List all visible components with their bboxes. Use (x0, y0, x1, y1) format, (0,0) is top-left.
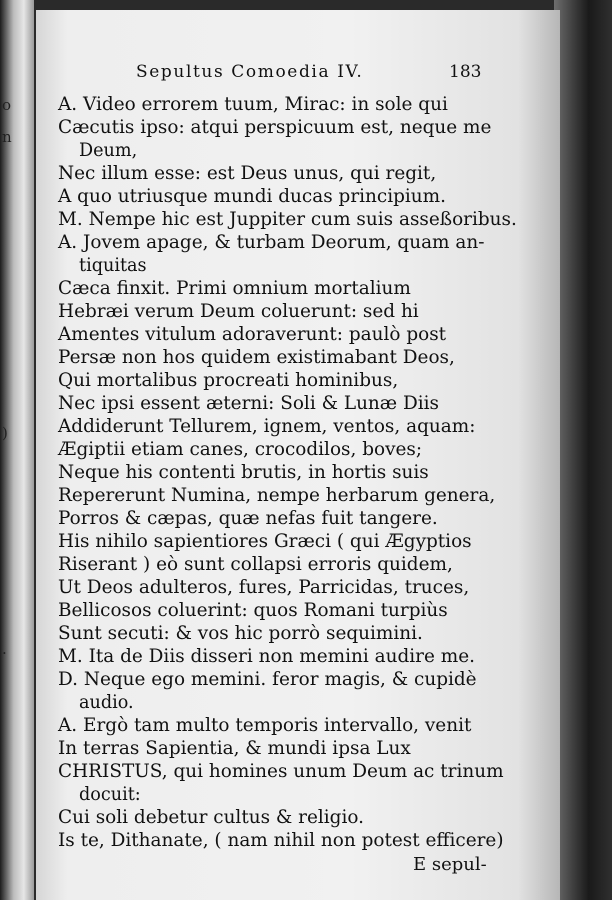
verse-line: M. Nempe hic est Juppiter cum suis asseßoribus. (58, 209, 517, 230)
verse-line: Ægiptii etiam canes, crocodilos, boves; (58, 439, 423, 460)
verse-line: audio. (79, 692, 134, 713)
margin-mark: n (2, 128, 12, 146)
verse-line: Neque his contenti brutis, in hortis suis (58, 462, 429, 483)
verse-line: Addiderunt Tellurem, ignem, ventos, aquam: (58, 416, 476, 437)
page-number: 183 (449, 62, 482, 82)
verse-line: M. Ita de Diis disseri non memini audire me. (58, 646, 475, 667)
verse-line: Riserant ) eò sunt collapsi erroris quidem, (58, 554, 453, 575)
verse-line: Nec illum esse: est Deus unus, qui regit, (58, 163, 437, 184)
running-head-title: Sepultus Comoedia IV. (136, 62, 364, 82)
verse-line: A. Jovem apage, & turbam Deorum, quam an- (58, 232, 485, 253)
verse-line: D. Neque ego memini. feror magis, & cupidè (58, 669, 477, 690)
verse-line: Cæcutis ipso: atqui perspicuum est, neque me (58, 117, 492, 138)
adjacent-page-edge (0, 0, 34, 900)
margin-mark: . (2, 640, 7, 658)
verse-line: Porros & cæpas, quæ nefas fuit tangere. (58, 508, 438, 529)
verse-line: Cui soli debetur cultus & religio. (58, 807, 364, 828)
verse-line: Amentes vitulum adoraverunt: paulò post (58, 324, 447, 345)
verse-line: CHRISTUS, qui homines unum Deum ac trinum (58, 761, 504, 782)
verse-line: tiquitas (79, 255, 147, 276)
verse-line: Deum, (79, 140, 138, 161)
book-fore-edge (554, 0, 612, 900)
verse-line: A. Ergò tam multo temporis intervallo, venit (58, 715, 472, 736)
verse-line: Persæ non hos quidem existimabant Deos, (58, 347, 455, 368)
verse-line: Repererunt Numina, nempe herbarum genera, (58, 485, 496, 506)
verse-line: Nec ipsi essent æterni: Soli & Lunæ Diis (58, 393, 440, 414)
verse-line: Ut Deos adulteros, fures, Parricidas, truces, (58, 577, 470, 598)
book-page (36, 10, 560, 900)
verse-line: Hebræi verum Deum coluerunt: sed hi (58, 301, 419, 322)
catchword: E sepul- (413, 854, 487, 875)
verse-line: A. Video errorem tuum, Mirac: in sole qui (58, 94, 448, 115)
verse-line: Sunt secuti: & vos hic porrò sequimini. (58, 623, 423, 644)
verse-line: Qui mortalibus procreati hominibus, (58, 370, 399, 391)
margin-mark: o (2, 96, 12, 114)
verse-line: A quo utriusque mundi ducas principium. (58, 186, 447, 207)
verse-line: Is te, Dithanate, ( nam nihil non potest efficere) (58, 830, 504, 851)
verse-line: docuit: (79, 784, 141, 805)
verse-line: In terras Sapientia, & mundi ipsa Lux (58, 738, 411, 759)
verse-line: Cæca finxit. Primi omnium mortalium (58, 278, 411, 299)
verse-line: His nihilo sapientiores Græci ( qui Ægyptios (58, 531, 472, 552)
margin-mark: ) (2, 424, 8, 442)
verse-line: Bellicosos coluerint: quos Romani turpiùs (58, 600, 448, 621)
